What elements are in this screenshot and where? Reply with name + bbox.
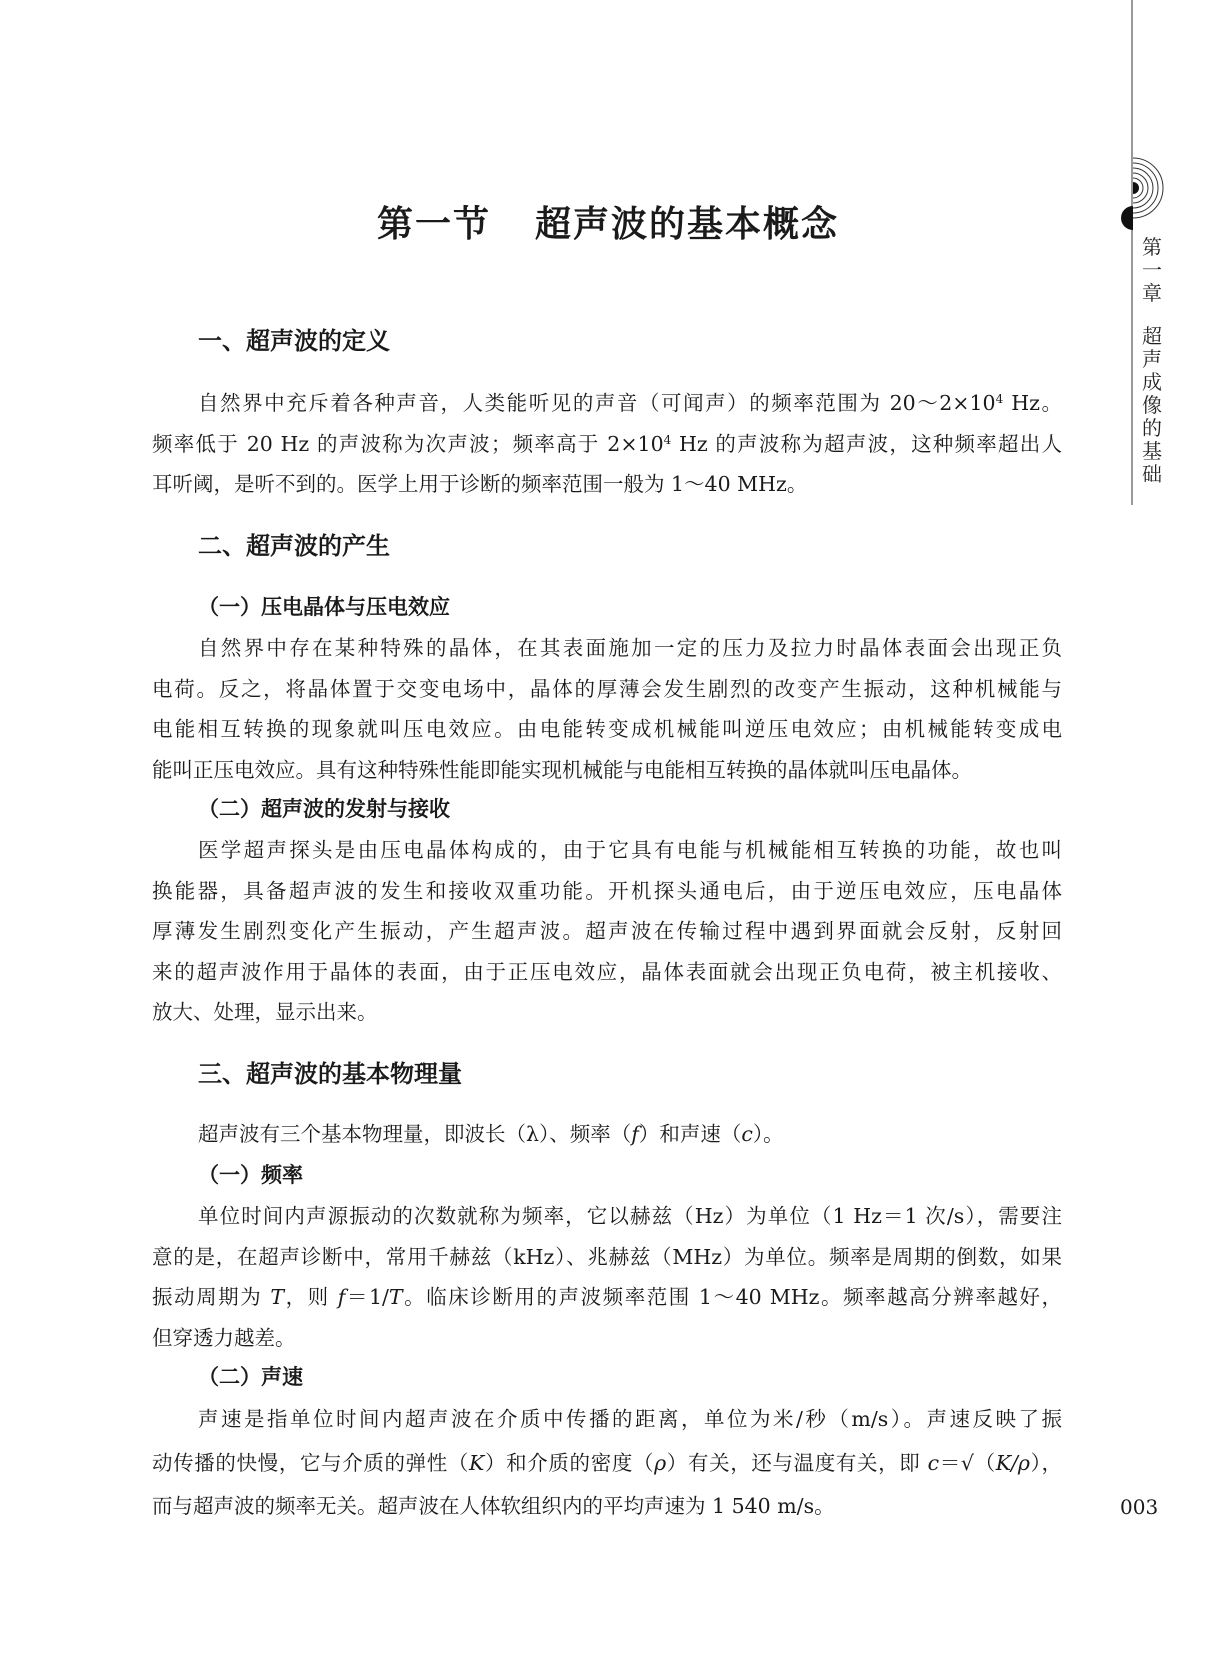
margin-rule <box>1131 0 1133 505</box>
text-run: ）， <box>1029 1450 1063 1475</box>
text-run: 而与超声波的频率无关。超声波在人体软组织内的平均声速为 1 540 m/s。 <box>152 1494 835 1518</box>
superscript: 4 <box>995 392 1004 406</box>
math-variable: f <box>337 1285 346 1310</box>
math-variable: T <box>270 1285 285 1310</box>
text-line <box>152 911 1062 952</box>
text-run: 自然界中存在某种特殊的晶体，在其表面施加一定的压力及拉力时晶体表面会出现正负 <box>198 636 1062 660</box>
text-run: 厚薄发生剧烈变化产生振动，产生超声波。超声波在传输过程中遇到界面就会反射，反射回 <box>152 919 1062 944</box>
subheading-sound-speed: （二）声速 <box>198 1364 303 1389</box>
text-line <box>152 628 1062 669</box>
text-run: Hz。 <box>1003 391 1062 415</box>
chapter-number: 第一章 <box>1142 235 1162 305</box>
text-run: 但穿透力越差。 <box>152 1325 296 1350</box>
paragraph-intro <box>152 1114 1062 1155</box>
math-variable: K/ρ <box>995 1450 1030 1475</box>
text-run: 医学超声探头是由压电晶体构成的，由于它具有电能与机械能相互转换的功能，故也叫 <box>198 838 1062 862</box>
math-variable: T <box>388 1285 403 1310</box>
text-line <box>152 464 1062 505</box>
text-run: 。临床诊断用的声波频率范围 1～40 MHz。频率越高分辨率越好， <box>402 1285 1062 1310</box>
math-variable: c <box>927 1450 940 1475</box>
text-run: 来的超声波作用于晶体的表面，由于正压电效应，晶体表面就会出现正负电荷，被主机接收、 <box>152 959 1062 984</box>
subheading-transmit-receive: （二）超声波的发射与接收 <box>198 796 450 821</box>
paragraph <box>152 628 1062 790</box>
superscript: 4 <box>663 432 672 447</box>
paragraph <box>152 1398 1062 1529</box>
text-run: ）有关，还与温度有关，即 <box>666 1450 928 1475</box>
chapter-tab <box>1140 236 1164 486</box>
text-line <box>152 871 1062 912</box>
text-line <box>152 1318 1062 1359</box>
text-run: ＝1/ <box>345 1285 389 1310</box>
text-run: ）和声速（ <box>638 1122 742 1146</box>
text-line <box>152 424 1062 465</box>
text-line <box>152 992 1062 1033</box>
math-variable: f <box>631 1122 639 1146</box>
text-line <box>152 830 1062 871</box>
text-line <box>152 1277 1062 1318</box>
text-line <box>152 750 1062 791</box>
text-run: ，则 <box>284 1285 338 1310</box>
text-line <box>152 952 1062 993</box>
text-line <box>152 1114 1062 1155</box>
text-run: 能叫正压电效应。具有这种特殊性能即能实现机械能与电能相互转换的晶体就叫压电晶体。 <box>152 757 972 782</box>
paragraph <box>152 830 1062 1033</box>
math-variable: K <box>469 1450 485 1475</box>
text-run: 自然界中充斥着各种声音，人类能听见的声音（可闻声）的频率范围为 20～2×10 <box>198 391 996 415</box>
text-run: 电荷。反之，将晶体置于交变电场中，晶体的厚薄会发生剧烈的改变产生振动，这种机械能与 <box>152 676 1062 701</box>
subheading-piezo: （一）压电晶体与压电效应 <box>198 594 450 619</box>
text-line <box>152 669 1062 710</box>
heading-definition: 一、超声波的定义 <box>198 327 390 355</box>
heading-generation: 二、超声波的产生 <box>198 532 390 560</box>
text-run: 耳听阈，是听不到的。医学上用于诊断的频率范围一般为 1～40 MHz。 <box>152 472 808 497</box>
text-line <box>152 1485 1062 1529</box>
paragraph <box>152 383 1062 505</box>
section-title: 超声波的基本概念 <box>535 203 840 245</box>
text-run: ）和介质的密度（ <box>484 1450 655 1475</box>
text-line <box>152 1398 1062 1442</box>
page-number: 003 <box>1120 1495 1159 1519</box>
subheading-frequency: （一）频率 <box>198 1162 303 1187</box>
text-run: 电能相互转换的现象就叫压电效应。由电能转变成机械能叫逆压电效应；由机械能转变成电 <box>152 717 1062 742</box>
text-run: 意的是，在超声诊断中，常用千赫兹（kHz）、兆赫兹（MHz）为单位。频率是周期的倒数，如果 <box>152 1244 1062 1269</box>
text-run: ＝√（ <box>939 1450 996 1475</box>
text-run: 换能器，具备超声波的发生和接收双重功能。开机探头通电后，由于逆压电效应，压电晶体 <box>152 878 1062 903</box>
text-run: 声速是指单位时间内超声波在介质中传播的距离，单位为米/秒（m/s）。声速反映了振 <box>198 1407 1062 1431</box>
section-number: 第一节 <box>376 203 491 245</box>
text-run: Hz 的声波称为超声波，这种频率超出人 <box>671 431 1062 456</box>
text-line <box>152 1442 1062 1486</box>
text-run: 动传播的快慢，它与介质的弹性（ <box>152 1450 470 1475</box>
text-run: 单位时间内声源振动的次数就称为频率，它以赫兹（Hz）为单位（1 Hz＝1 次/s），需要注 <box>198 1204 1062 1228</box>
text-line <box>152 709 1062 750</box>
text-line <box>152 1196 1062 1237</box>
text-line <box>152 383 1062 424</box>
text-line <box>152 1237 1062 1278</box>
paragraph <box>152 1196 1062 1358</box>
chapter-ornament-icon <box>1110 150 1190 240</box>
text-run: 频率低于 20 Hz 的声波称为次声波；频率高于 2×10 <box>152 431 664 456</box>
heading-physical-quantities: 三、超声波的基本物理量 <box>198 1060 462 1088</box>
text-run: 超声波有三个基本物理量，即波长（λ）、频率（ <box>198 1122 632 1146</box>
text-run: 振动周期为 <box>152 1285 271 1310</box>
text-run: ）。 <box>752 1122 784 1146</box>
math-variable: c <box>741 1122 753 1146</box>
page-title <box>0 196 1216 247</box>
math-variable: ρ <box>654 1450 667 1475</box>
text-run: 放大、处理，显示出来。 <box>152 1000 378 1025</box>
chapter-title: 超声成像的基础 <box>1142 324 1162 486</box>
